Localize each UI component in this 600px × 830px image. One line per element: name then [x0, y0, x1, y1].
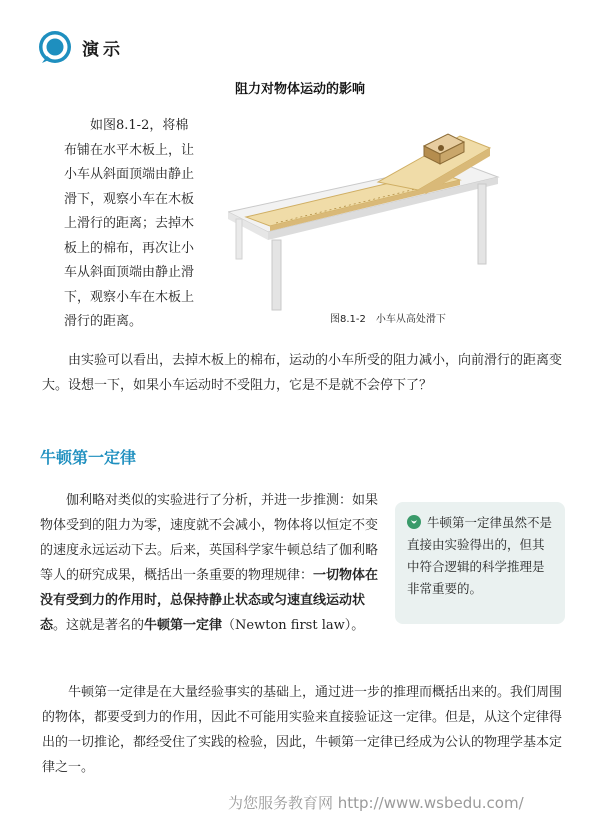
- text-run: 伽利略对类似的实验进行了分析，并进一步推测：如果物体受到的阻力为零，速度就不会减小，物体将以恒定不变的速度永远运动下去。后来，英国科学家牛顿总结了伽利略等人的研究成果，概括出一条重要的物理规律：: [40, 493, 379, 583]
- paragraph-conclusion: [42, 680, 564, 780]
- paragraph-text: 牛顿第一定律是在大量经验事实的基础上，通过进一步的推理而概括出来的。我们周围的物体，都要受到力的作用，因此不可能用实验来直接验证这一定律。但是，从这个定律得出的一切推论，都经受住了实践的检验，因此，牛顿第一定律已经成为公认的物理学基本定律之一。: [42, 685, 563, 775]
- experiment-illustration: [228, 122, 508, 312]
- paragraph-text: [40, 488, 380, 638]
- text-run: 。这就是著名的: [53, 618, 145, 633]
- paragraph-observation: [42, 348, 564, 398]
- law-name: 牛顿第一定律: [144, 618, 223, 633]
- section-header: [38, 28, 124, 66]
- demo-title: 阻力对物体运动的影响: [234, 82, 365, 97]
- paragraph-newton-law: [40, 488, 380, 638]
- section-label: 演示: [82, 39, 124, 60]
- demo-description: [64, 114, 200, 335]
- demo-text: 如图8.1-2，将棉布铺在水平木板上，让小车从斜面顶端由静止滑下，观察小车在木板上滑行的距离；去掉木板上的棉布，再次让小车从斜面顶端由静止滑下，观察小车在木板上滑行的距离。: [64, 118, 195, 329]
- watermark: 为您服务教育网 http://www.wsbedu.com/: [228, 794, 524, 812]
- law-statement: 一切物体在没有受到力的作用时，总保持静止状态或匀速直线运动状态: [40, 568, 379, 633]
- sidenote-box: [395, 502, 565, 624]
- text-run: （Newton first law）。: [222, 618, 365, 633]
- leaf-icon: [407, 515, 421, 529]
- sidenote-text: 牛顿第一定律虽然不是直接由实验得出的，但其中符合逻辑的科学推理是非常重要的。: [407, 515, 553, 596]
- figure-caption: 图8.1-2 小车从高处滑下: [330, 314, 446, 325]
- demo-badge-icon: [38, 30, 72, 64]
- paragraph-text: 由实验可以看出，去掉木板上的棉布，运动的小车所受的阻力减小，向前滑行的距离变大。设想一下，如果小车运动时不受阻力，它是不是就不会停下了？: [42, 353, 563, 393]
- section-heading: 牛顿第一定律: [40, 448, 137, 467]
